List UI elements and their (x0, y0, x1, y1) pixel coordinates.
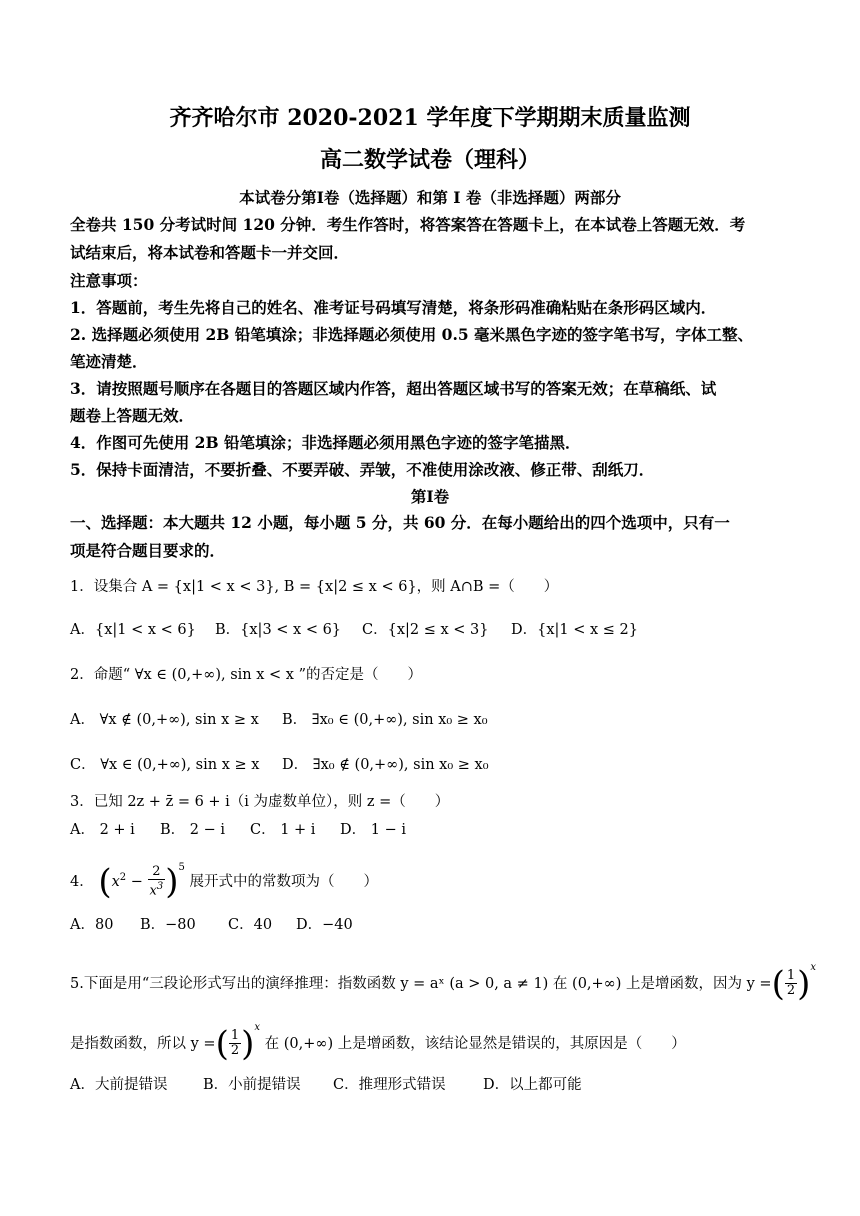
q3-option-d: D． 1 − i (340, 822, 406, 838)
q5-left-paren: ( (771, 963, 785, 1004)
q5-left-paren-2: ( (215, 1023, 229, 1064)
section-heading-1: 一、选择题：本大题共 12 小题，每小题 5 分，共 60 分．在每小题给出的四个选项中，只有一 (70, 513, 730, 532)
q2-option-d: D． ∃x₀ ∉ (0,+∞), sin x₀ ≥ x₀ (282, 757, 489, 773)
q1-option-b: B．{x|3 < x < 6} (215, 622, 342, 638)
q2-stem: 2．命题“ ∀x ∈ (0,+∞), sin x < x ”的否定是（ ） (70, 667, 422, 683)
notice-line-2: 试结束后，将本试卷和答题卡一并交回． (70, 243, 350, 262)
q4-x: x (111, 873, 120, 890)
q4-option-a: A．80 (70, 917, 114, 933)
q4-stem (70, 858, 378, 902)
q2-option-b: B． ∃x₀ ∈ (0,+∞), sin x₀ ≥ x₀ (282, 712, 488, 728)
q4-number: 4． (70, 873, 94, 890)
q2-option-a: A． ∀x ∉ (0,+∞), sin x ≥ x (70, 712, 259, 728)
q5-line-2-post: 在 (0,+∞) 上是增函数，该结论显然是错误的，其原因是（ ） (264, 1035, 686, 1052)
q5-frac-den: 2 (786, 983, 796, 999)
q3-option-c: C． 1 + i (250, 822, 316, 838)
q5-frac-den-2: 2 (230, 1043, 240, 1059)
q5-fraction-2 (229, 1029, 241, 1058)
q3-option-a: A． 2 + i (70, 822, 135, 838)
q4-minus: − (126, 873, 148, 890)
q4-left-paren: ( (98, 861, 112, 902)
q4-power: 5 (178, 862, 185, 873)
q4-fraction (148, 865, 166, 898)
q4-option-d: D．−40 (296, 917, 353, 933)
q1-stem: 1．设集合 A = {x|1 < x < 3}, B = {x|2 ≤ x < 6}，则 A∩B =（ ） (70, 579, 559, 595)
q5-line-2 (70, 1020, 686, 1064)
q5-line-2-pre: 是指数函数，所以 y = (70, 1035, 216, 1052)
q5-frac-num: 1 (786, 968, 796, 984)
q5-option-d: D．以上都可能 (483, 1077, 582, 1093)
q5-fraction (785, 969, 797, 998)
q5-option-b: B．小前提错误 (203, 1077, 301, 1093)
notice-item: 2. 选择题必须使用 2B 铅笔填涂；非选择题必须使用 0.5 毫米黑色字迹的签字笔书写，字体工整、 (70, 325, 754, 344)
q4-x-exponent: 2 (119, 872, 127, 883)
q5-line-1-text: 5.下面是用“三段论形式写出的演绎推理：指数函数 y = aˣ (a > 0, a ≠ 1) 在 (0,+∞) 上是增函数，因为 y = (70, 975, 772, 992)
section-label: 第Ⅰ卷 (410, 487, 450, 506)
q4-tail: 展开式中的常数项为（ ） (189, 873, 379, 890)
notice-item: 1．答题前，考生先将自己的姓名、准考证号码填写清楚，将条形码准确粘贴在条形码区域内． (70, 298, 717, 317)
q1-option-a: A．{x|1 < x < 6} (70, 622, 196, 638)
notice-item: 3．请按照题号顺序在各题目的答题区域内作答，超出答题区域书写的答案无效；在草稿纸、试 (70, 379, 717, 398)
q4-right-paren: ) (165, 861, 179, 902)
q5-option-a: A．大前提错误 (70, 1077, 168, 1093)
q5-exponent-2: x (254, 1022, 261, 1033)
q2-option-c: C． ∀x ∈ (0,+∞), sin x ≥ x (70, 757, 260, 773)
exam-intro: 本试卷分第Ⅰ卷（选择题）和第 I 卷（非选择题）两部分 (239, 188, 621, 207)
exam-subtitle: 高二数学试卷（理科） (319, 147, 540, 173)
q5-line-1 (70, 960, 816, 1004)
notice-item: 5．保持卡面清洁，不要折叠、不要弄破、弄皱，不准使用涂改液、修正带、刮纸刀． (70, 460, 655, 479)
q3-option-b: B． 2 − i (160, 822, 225, 838)
q4-frac-den: $x^3$ (149, 881, 164, 899)
q4-frac-num: 2 (148, 865, 166, 880)
q4-option-c: C．40 (228, 917, 273, 933)
q5-option-c: C．推理形式错误 (333, 1077, 446, 1093)
q3-stem: 3．已知 2z + z̄ = 6 + i（i 为虚数单位），则 z =（ ） (70, 794, 450, 810)
exam-title: 齐齐哈尔市 2020-2021 学年度下学期期末质量监测 (169, 105, 691, 131)
q5-right-paren: ) (797, 963, 811, 1004)
q1-option-c: C．{x|2 ≤ x < 3} (362, 622, 489, 638)
q5-right-paren-2: ) (241, 1023, 255, 1064)
q5-frac-num-2: 1 (230, 1028, 240, 1044)
q5-exponent: x (810, 962, 817, 973)
notice-item: 4．作图可先使用 2B 铅笔填涂；非选择题必须用黑色字迹的签字笔描黑． (70, 433, 581, 452)
q1-option-d: D．{x|1 < x ≤ 2} (511, 622, 639, 638)
notice-item: 笔迹清楚． (70, 352, 148, 371)
notice-line-1: 全卷共 150 分考试时间 120 分钟．考生作答时，将答案答在答题卡上，在本试卷上答题无效．考 (70, 215, 746, 234)
notice-heading: 注意事项： (70, 271, 148, 290)
section-heading-2: 项是符合题目要求的． (70, 541, 226, 560)
q4-option-b: B．−80 (140, 917, 196, 933)
notice-item: 题卷上答题无效． (70, 406, 195, 425)
